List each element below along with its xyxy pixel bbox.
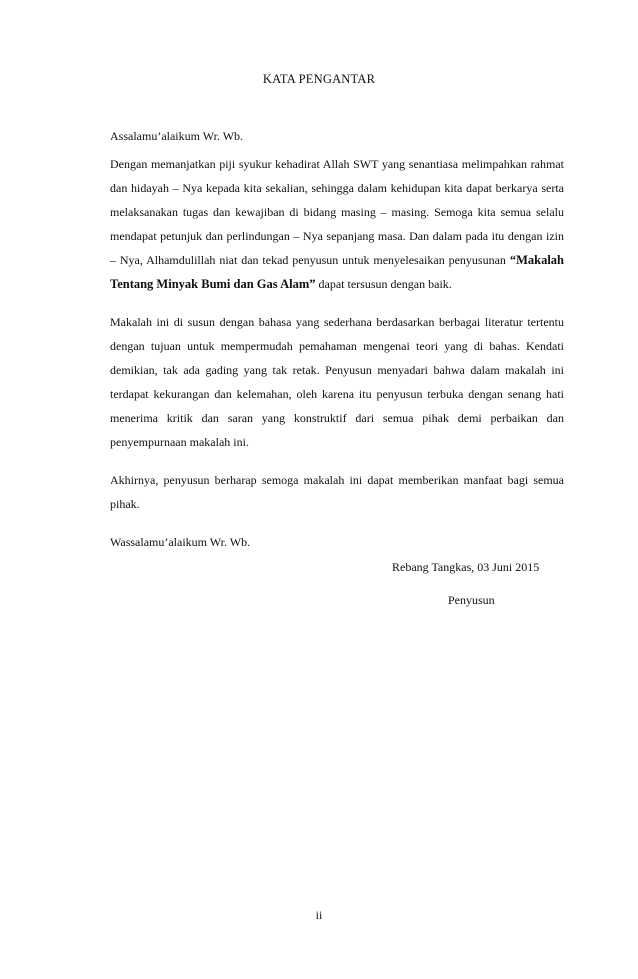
document-body — [110, 124, 564, 554]
paragraph-1-ending: dapat tersusun dengan baik. — [315, 277, 452, 291]
paragraph-2: Makalah ini di susun dengan bahasa yang sederhana berdasarkan berbagai literatur tertentu dengan tujuan untuk mempermudah pemahaman mengenai teori yang di bahas. Kendati demikian, tak ada gading yang tak retak. Penyusun menyadari bahwa dalam makalah ini terdapat kekurangan dan kelemahan, oleh karena itu penyusun terbuka dengan senang hati menerima kritik dan saran yang konstruktif dari semua pihak demi perbaikan dan penyempurnaan makalah ini. — [110, 315, 564, 449]
closing-greeting: Wassalamu’alaikum Wr. Wb. — [110, 535, 251, 549]
page-number: ii — [315, 908, 323, 922]
paper-title-emphasis: “Makalah Tentang Minyak Bumi dan Gas Alam” — [110, 253, 564, 291]
paragraph-3: Akhirnya, penyusun berharap semoga makalah ini dapat memberikan manfaat bagi semua pihak. — [110, 473, 564, 511]
paragraph-1-text: Dengan memanjatkan piji syukur kehadirat Allah SWT yang senantiasa melimpahkan rahmat dan hidayah – Nya kepada kita sekalian, sehingga dalam kehidupan kita dapat berkarya serta melaksanakan tugas dan kewajiban di bidang masing – masing. Semoga kita semua selalu mendapat petunjuk dan perlindungan – Nya sepanjang masa. Dan dalam pada itu dengan izin – Nya, Alhamdulillah niat dan tekad penyusun untuk menyelesaikan penyusunan — [110, 157, 564, 267]
document-title: KATA PENGANTAR — [262, 72, 376, 86]
place-date: Rebang Tangkas, 03 Juni 2015 — [392, 560, 540, 574]
paragraph-1 — [110, 152, 564, 296]
author-signature: Penyusun — [448, 593, 495, 607]
greeting: Assalamu’alaikum Wr. Wb. — [110, 129, 244, 143]
